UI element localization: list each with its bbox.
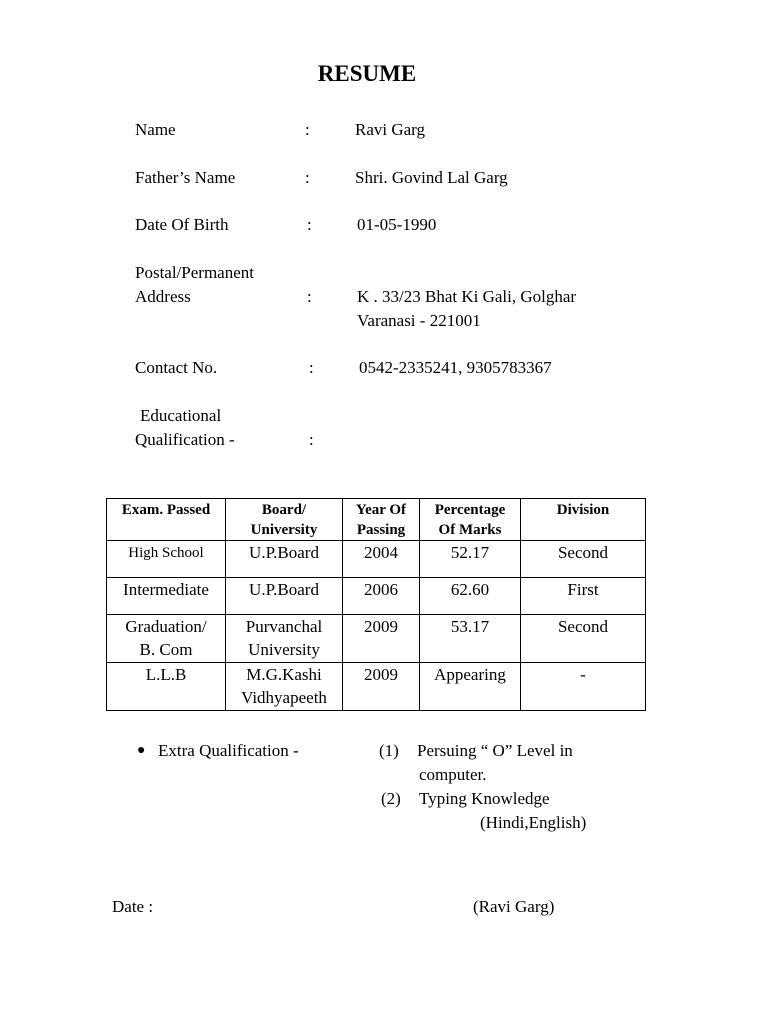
cell-division: - — [521, 663, 646, 711]
header-percentage: Percentage Of Marks — [420, 499, 521, 541]
page-title: RESUME — [317, 61, 417, 86]
father-name-label: Father’s Name — [135, 168, 236, 187]
extra-item2-line1: Typing Knowledge — [419, 789, 550, 808]
cell-board: U.P.Board — [226, 578, 343, 615]
address-value-line1: K . 33/23 Bhat Ki Gali, Golghar — [357, 287, 577, 306]
header-exam: Exam. Passed — [107, 499, 226, 541]
cell-percent: 52.17 — [420, 541, 521, 578]
table-header-row — [107, 499, 646, 541]
extra-item2-line2: (Hindi,English) — [480, 813, 587, 832]
extra-item1-number: (1) — [379, 741, 399, 760]
extra-qualification-label: Extra Qualification - — [158, 741, 299, 760]
cell-division: First — [521, 578, 646, 615]
table-row — [107, 615, 646, 663]
cell-exam: Graduation/ B. Com — [107, 615, 226, 663]
cell-board: M.G.Kashi Vidhyapeeth — [226, 663, 343, 711]
table-row — [107, 663, 646, 711]
extra-item1-line2: computer. — [419, 765, 487, 784]
address-label-line1: Postal/Permanent — [135, 263, 254, 282]
dob-colon: : — [307, 215, 312, 234]
cell-percent: Appearing — [420, 663, 521, 711]
education-table — [106, 498, 646, 711]
cell-exam: High School — [107, 541, 226, 578]
cell-year: 2006 — [343, 578, 420, 615]
dob-label: Date Of Birth — [135, 215, 229, 234]
date-label: Date : — [112, 897, 154, 916]
dob-value: 01-05-1990 — [357, 215, 437, 234]
name-label: Name — [135, 120, 176, 139]
education-label-line1: Educational — [140, 406, 222, 425]
cell-exam: Intermediate — [107, 578, 226, 615]
bullet-icon: ● — [137, 743, 146, 758]
header-board: Board/ University — [226, 499, 343, 541]
cell-year: 2009 — [343, 615, 420, 663]
address-colon: : — [307, 287, 312, 306]
education-colon: : — [309, 430, 314, 449]
cell-percent: 62.60 — [420, 578, 521, 615]
contact-colon: : — [309, 358, 314, 377]
cell-exam: L.L.B — [107, 663, 226, 711]
signature-name: (Ravi Garg) — [473, 897, 555, 916]
name-colon: : — [305, 120, 310, 139]
father-name-value: Shri. Govind Lal Garg — [355, 168, 508, 187]
cell-division: Second — [521, 541, 646, 578]
cell-year: 2004 — [343, 541, 420, 578]
name-value: Ravi Garg — [355, 120, 426, 139]
father-name-colon: : — [305, 168, 310, 187]
cell-year: 2009 — [343, 663, 420, 711]
contact-label: Contact No. — [135, 358, 218, 377]
cell-division: Second — [521, 615, 646, 663]
cell-board: U.P.Board — [226, 541, 343, 578]
cell-board: Purvanchal University — [226, 615, 343, 663]
table-row — [107, 578, 646, 615]
contact-value: 0542-2335241, 9305783367 — [359, 358, 552, 377]
table-row — [107, 541, 646, 578]
address-label-line2: Address — [135, 287, 191, 306]
header-year: Year Of Passing — [343, 499, 420, 541]
education-label-line2: Qualification - — [135, 430, 235, 449]
header-division: Division — [521, 499, 646, 541]
address-value-line2: Varanasi - 221001 — [357, 311, 481, 330]
cell-percent: 53.17 — [420, 615, 521, 663]
extra-item1-line1: Persuing “ O” Level in — [417, 741, 573, 760]
extra-item2-number: (2) — [381, 789, 401, 808]
